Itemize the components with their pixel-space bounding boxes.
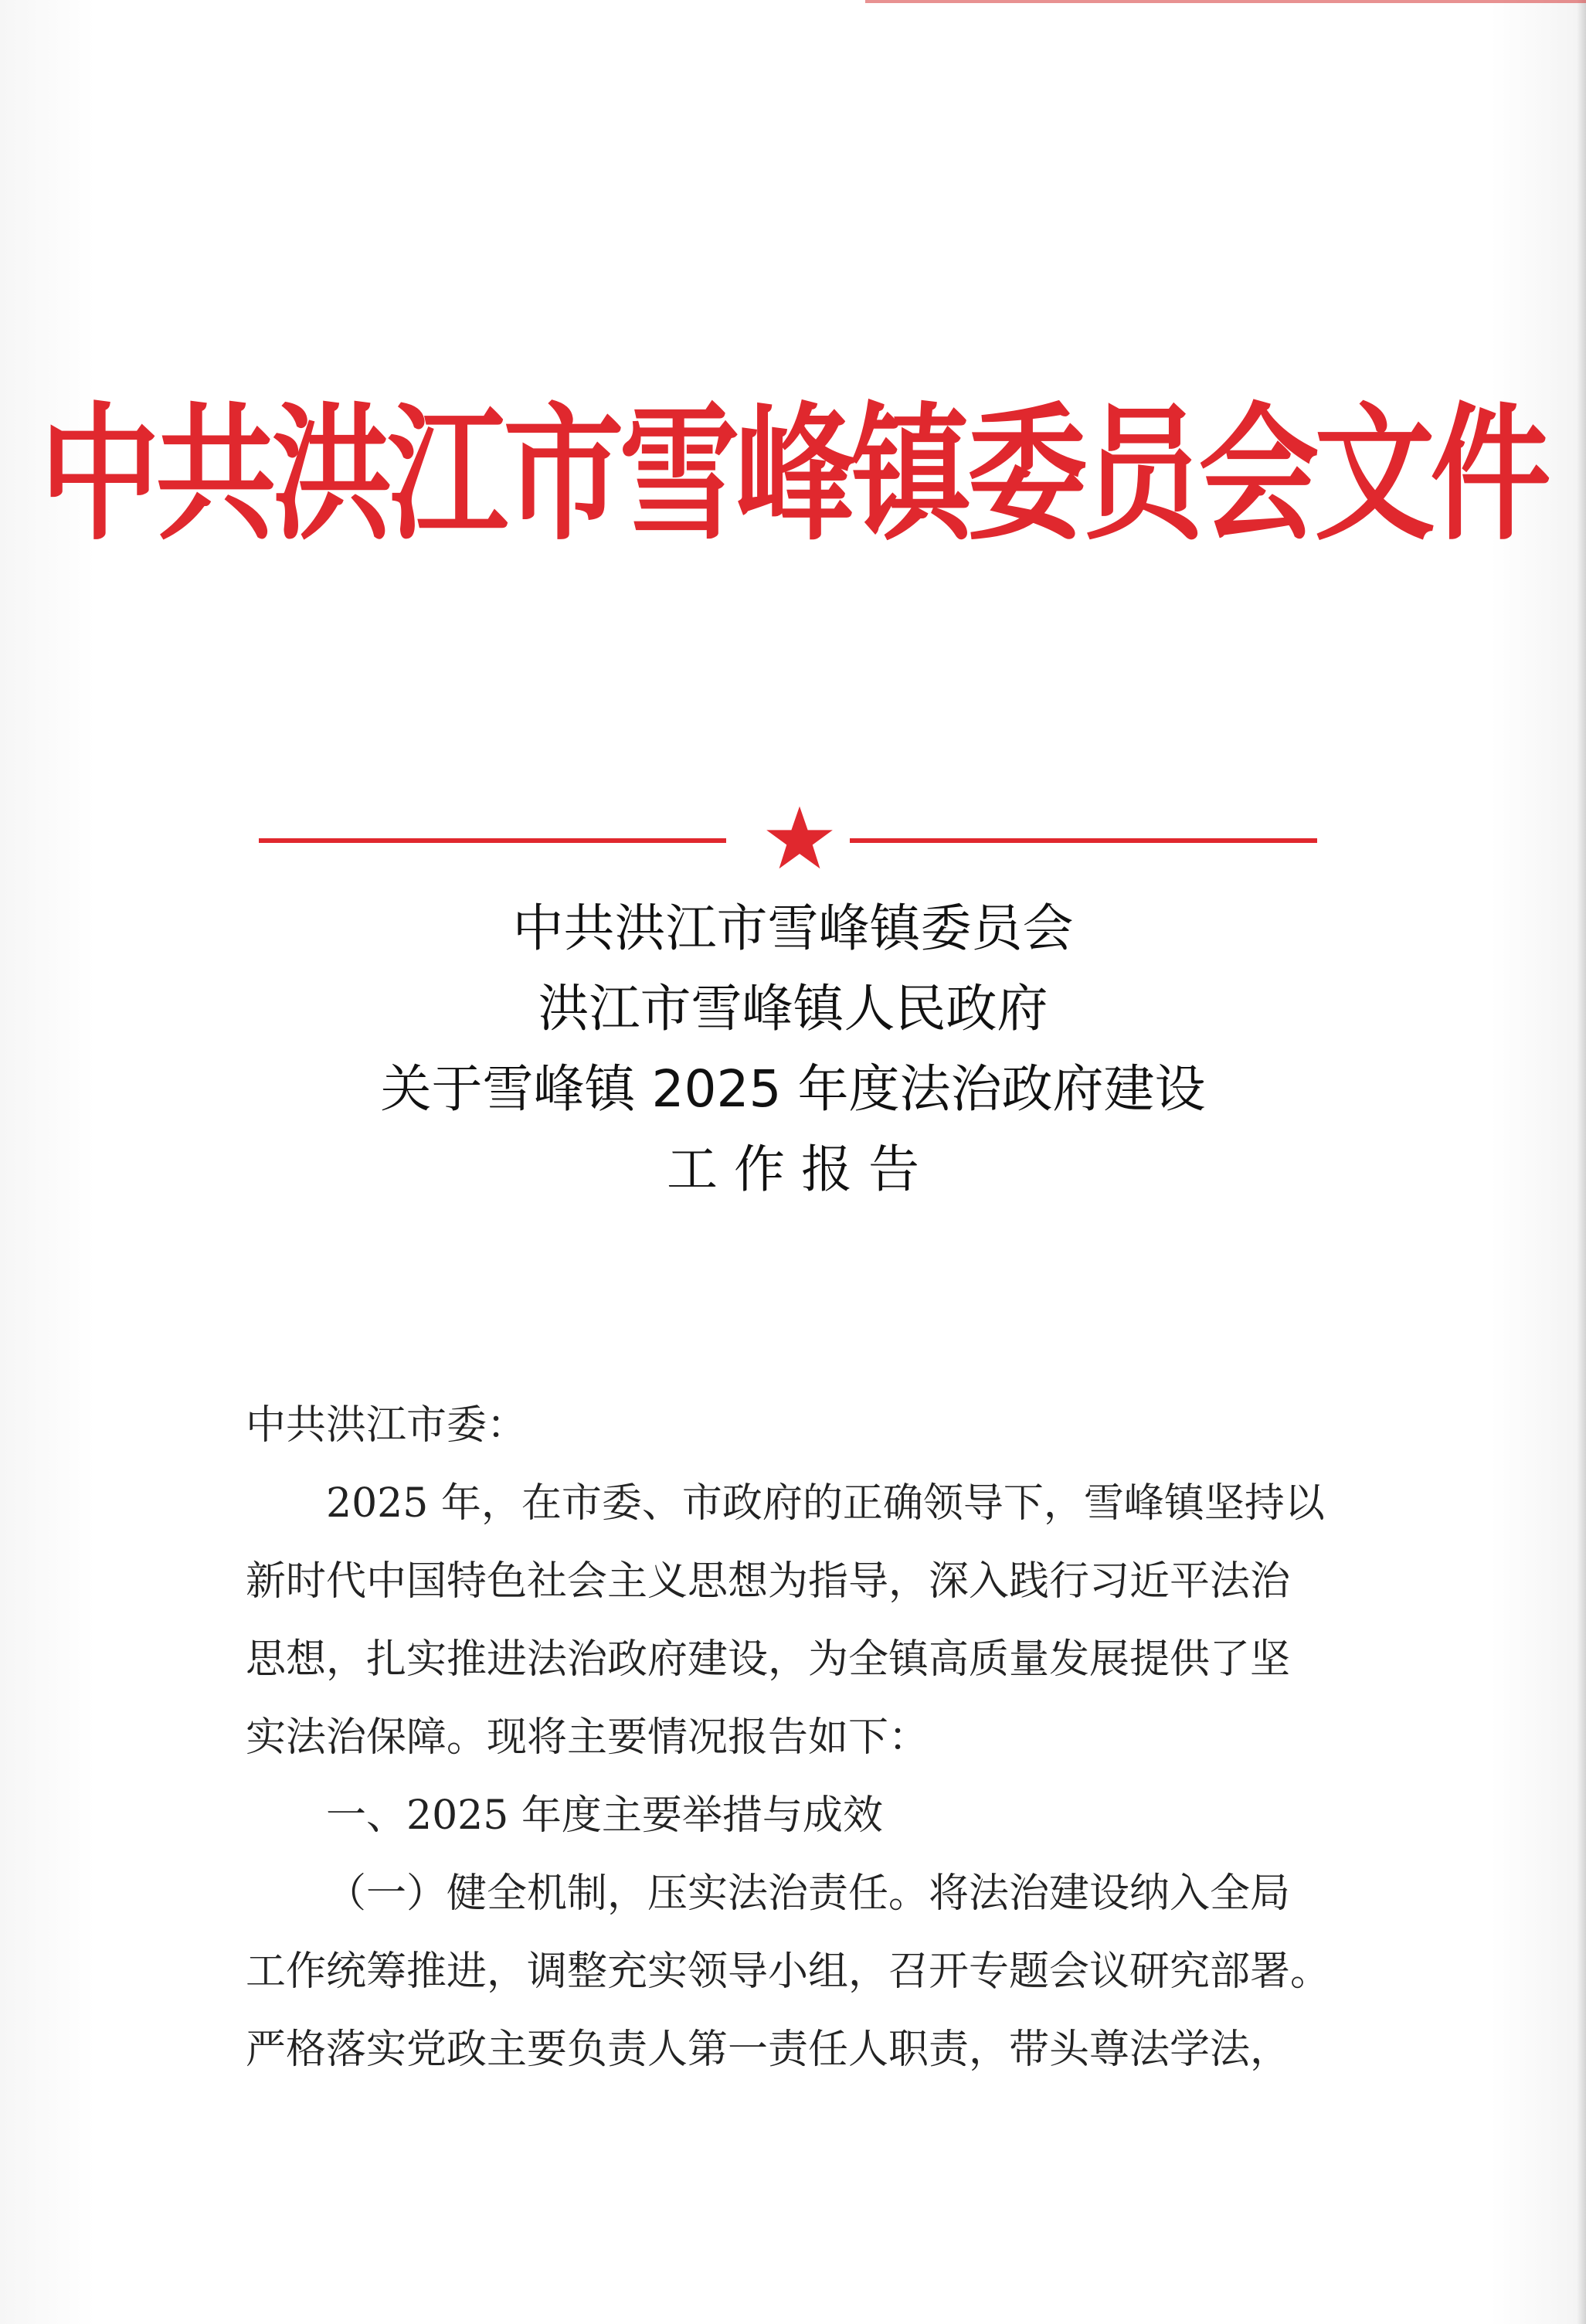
star-icon: [765, 804, 834, 873]
body-line-1: 2025 年，在市委、市政府的正确领导下，雪峰镇坚持以: [326, 1480, 1325, 1527]
body-line-3: 思想，扎实推进法治政府建设，为全镇高质量发展提供了坚: [246, 1636, 1291, 1683]
body-line-2: 新时代中国特色社会主义思想为指导，深入践行习近平法治: [246, 1558, 1291, 1605]
body-line-8: 严格落实党政主要负责人第一责任人职责，带头尊法学法，: [246, 2027, 1291, 2073]
addressee: 中共洪江市委：: [246, 1402, 528, 1449]
document-title: [0, 888, 1586, 1210]
section-heading-1: 一、2025 年度主要举措与成效: [326, 1792, 883, 1839]
title-line-1: 中共洪江市雪峰镇委员会: [512, 899, 1074, 958]
title-line-4: 工 作 报 告: [667, 1140, 919, 1199]
title-line-3: 关于雪峰镇 2025 年度法治政府建设: [380, 1059, 1206, 1119]
body-line-4: 实法治保障。现将主要情况报告如下：: [246, 1714, 929, 1761]
body-line-6: （一）健全机制，压实法治责任。将法治建设纳入全局: [326, 1870, 1291, 1917]
scan-edge-top: [865, 0, 1586, 3]
document-body: [246, 1387, 1343, 2089]
title-line-2: 洪江市雪峰镇人民政府: [538, 979, 1048, 1038]
document-masthead: 中共洪江市雪峰镇委员会文件: [39, 387, 1547, 561]
divider-left: [259, 838, 726, 843]
divider-right: [850, 838, 1317, 843]
body-line-7: 工作统筹推进，调整充实领导小组，召开专题会议研究部署。: [246, 1949, 1331, 1995]
